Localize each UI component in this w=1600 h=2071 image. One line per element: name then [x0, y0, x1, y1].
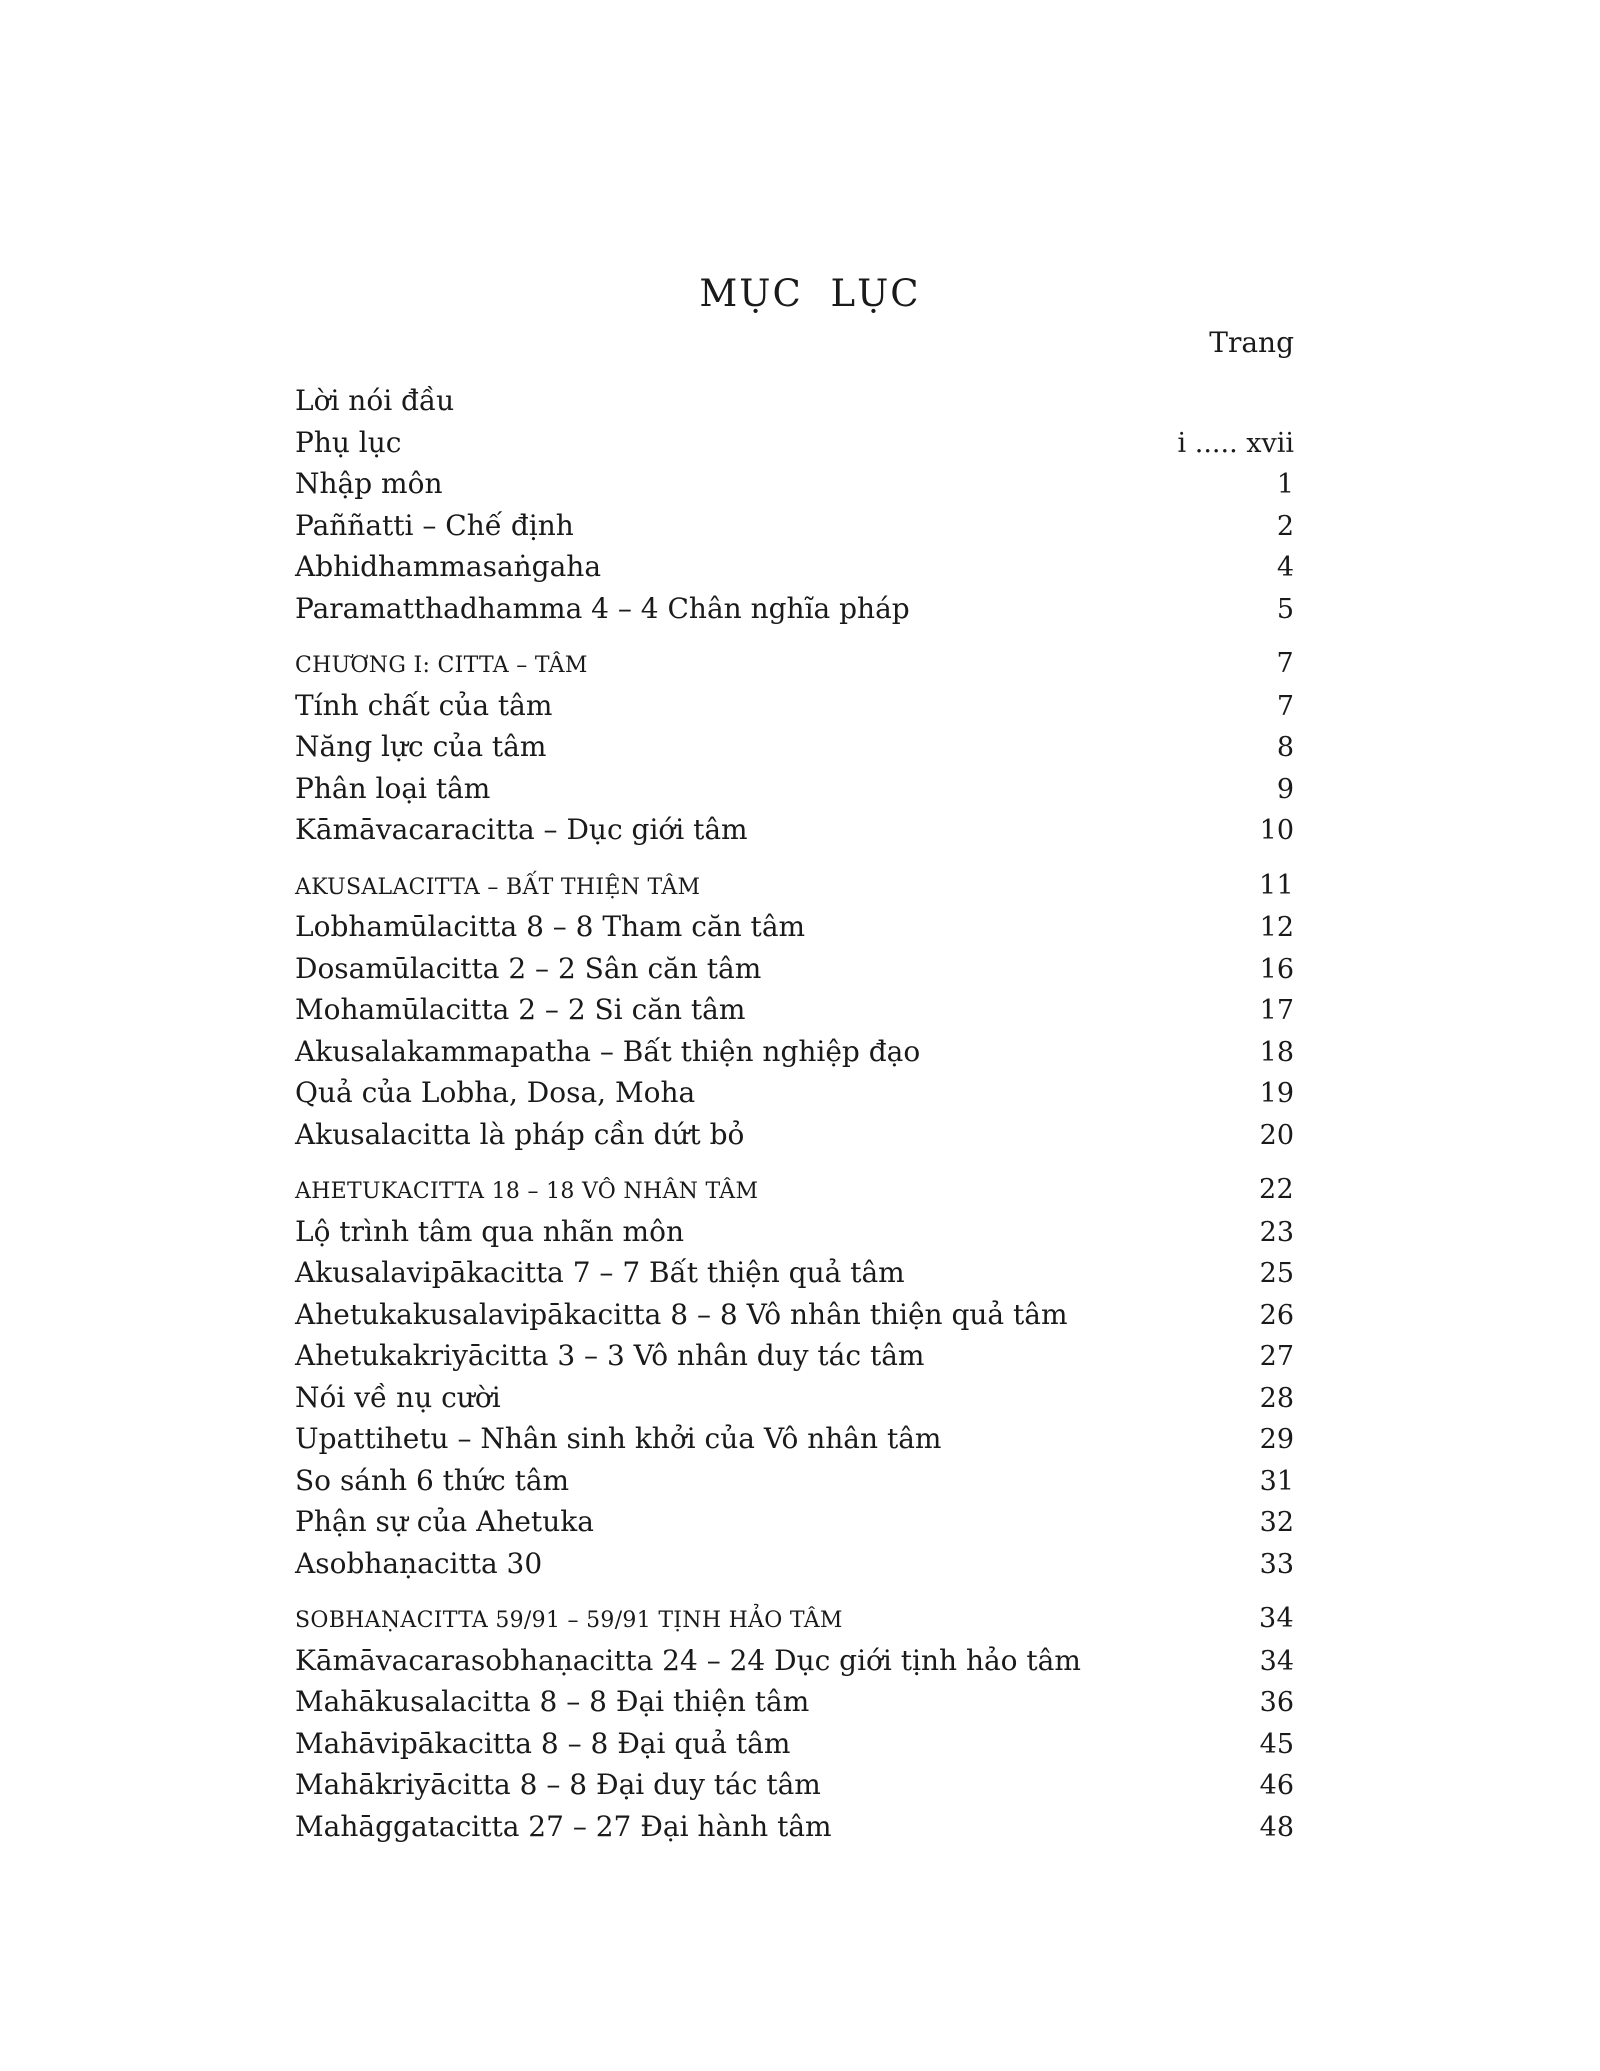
toc-chapter-heading [295, 643, 1294, 685]
toc-entry [295, 906, 1294, 948]
toc-entry-title: Akusalavipākacitta 7 – 7 Bất thiện quả tâm [295, 1256, 905, 1289]
toc-entry-page-number: 23 [1259, 1216, 1294, 1248]
toc-entry [295, 1723, 1294, 1765]
toc-entry [295, 463, 1294, 505]
toc-entry-title: Mahākriyācitta 8 – 8 Đại duy tác tâm [295, 1768, 821, 1801]
toc-entry-page-number: 45 [1259, 1728, 1294, 1760]
toc-entry [295, 1211, 1294, 1253]
toc-entry-title: Nhập môn [295, 467, 443, 500]
toc-entry-title: Lộ trình tâm qua nhãn môn [295, 1214, 684, 1248]
toc-entry-title: AKUSALACITTA – BẤT THIỆN TÂM [295, 874, 701, 900]
toc-entry-title: Phân loại tâm [295, 771, 491, 805]
toc-entry-page-number: i ..... xvii [1177, 427, 1294, 459]
toc-section [295, 1169, 1294, 1584]
toc-entry [295, 1640, 1294, 1682]
toc-entry-page-number: 25 [1259, 1258, 1294, 1289]
toc-entry [295, 588, 1294, 630]
toc-entry-page-number: 32 [1259, 1507, 1294, 1538]
toc-entry-page-number: 9 [1276, 773, 1294, 805]
toc-entry-title: Paññatti – Chế định [295, 508, 574, 542]
toc-chapter-heading [295, 1169, 1294, 1211]
toc-entry-page-number: 16 [1259, 953, 1294, 985]
toc-entry-title: Paramatthadhamma 4 – 4 Chân nghĩa pháp [295, 591, 910, 625]
toc-entry [295, 768, 1294, 810]
toc-entry-page-number: 48 [1259, 1811, 1294, 1843]
toc-entry-page-number: 34 [1259, 1603, 1294, 1634]
toc-entry-page-number: 46 [1259, 1770, 1294, 1801]
toc-entry-title: Akusalacitta là pháp cần dứt bỏ [295, 1117, 745, 1151]
toc-entry [295, 1252, 1294, 1294]
toc-entry-title: AHETUKACITTA 18 – 18 VÔ NHÂN TÂM [295, 1179, 759, 1204]
toc-entry-title: Nói về nụ cười [295, 1380, 501, 1414]
toc-entry-title: Năng lực của tâm [295, 730, 547, 763]
toc-entry [295, 1031, 1294, 1073]
toc-entry [295, 1806, 1294, 1848]
toc-entry-page-number: 1 [1276, 469, 1294, 500]
toc-entry-page-number: 5 [1276, 593, 1294, 625]
page-column-label: Trang [1209, 326, 1294, 359]
toc-section [295, 643, 1294, 851]
toc-entry-page-number: 7 [1276, 648, 1294, 679]
toc-entry-page-number: 36 [1259, 1687, 1294, 1718]
toc-entry-title: Asobhaṇacitta 30 [295, 1546, 543, 1580]
toc-entry-page-number: 34 [1259, 1645, 1294, 1677]
toc-entry-title: Akusalakammapatha – Bất thiện nghiệp đạo [295, 1034, 921, 1068]
toc-entry [295, 1543, 1294, 1585]
toc-entry [295, 1418, 1294, 1460]
toc-entry-page-number: 8 [1276, 732, 1294, 763]
toc-entry [295, 1764, 1294, 1806]
toc-entry-title: So sánh 6 thức tâm [295, 1463, 570, 1497]
toc-entry [295, 1335, 1294, 1377]
toc-entry [295, 505, 1294, 547]
toc-entry-title: Kāmāvacaracitta – Dục giới tâm [295, 813, 748, 846]
toc-entry [295, 380, 1294, 422]
toc-entry [295, 1377, 1294, 1419]
toc-entry-page-number: 19 [1259, 1078, 1294, 1109]
toc-section [295, 865, 1294, 1156]
toc-entry-title: Abhidhammasaṅgaha [295, 550, 602, 583]
toc-entry-title: Tính chất của tâm [295, 688, 553, 722]
toc-entry-page-number: 7 [1276, 690, 1294, 722]
toc-entry-page-number: 11 [1259, 869, 1294, 901]
toc-chapter-heading [295, 1598, 1294, 1640]
toc-entry-title: Phận sự của Ahetuka [295, 1505, 594, 1538]
toc-entry-page-number: 20 [1259, 1119, 1294, 1151]
toc-entry [295, 1294, 1294, 1336]
toc-entry-page-number: 10 [1259, 815, 1294, 846]
toc-entry [295, 726, 1294, 768]
toc-section [295, 1598, 1294, 1847]
toc-entry [295, 1501, 1294, 1543]
toc-entry-title: Ahetukakriyācitta 3 – 3 Vô nhân duy tác tâm [295, 1339, 925, 1372]
toc-section [295, 380, 1294, 629]
toc-entry-title: Phụ lục [295, 425, 402, 459]
toc-entry-title: Mahāggatacitta 27 – 27 Đại hành tâm [295, 1809, 832, 1843]
toc-entry-page-number: 22 [1259, 1174, 1294, 1205]
toc-entry [295, 809, 1294, 851]
toc-entry-page-number: 27 [1259, 1341, 1294, 1372]
toc-entry [295, 685, 1294, 727]
toc-entry-title: CHƯƠNG I: CITTA – TÂM [295, 653, 588, 678]
toc-entry [295, 1114, 1294, 1156]
toc-entry-page-number: 2 [1276, 510, 1294, 542]
toc-entry-title: Quả của Lobha, Dosa, Moha [295, 1076, 696, 1109]
toc-entry-page-number: 29 [1259, 1424, 1294, 1455]
toc-entry [295, 1072, 1294, 1114]
toc-entry-page-number: 18 [1259, 1036, 1294, 1068]
toc-entry [295, 1681, 1294, 1723]
toc-entry-page-number: 26 [1259, 1299, 1294, 1331]
toc-entry [295, 1460, 1294, 1502]
toc-entry-title: Mohamūlacitta 2 – 2 Si căn tâm [295, 993, 746, 1026]
toc-entry-title: Mahāvipākacitta 8 – 8 Đại quả tâm [295, 1726, 791, 1760]
toc-entry-title: Lobhamūlacitta 8 – 8 Tham căn tâm [295, 910, 806, 943]
toc-entry-page-number: 17 [1259, 995, 1294, 1026]
toc-entry-title: Upattihetu – Nhân sinh khởi của Vô nhân tâm [295, 1422, 942, 1455]
toc-entry [295, 989, 1294, 1031]
page-title: MỤC LỤC [699, 272, 921, 315]
toc-entry-page-number: 33 [1259, 1548, 1294, 1580]
toc-entry-page-number: 31 [1259, 1465, 1294, 1497]
toc-entry [295, 422, 1294, 464]
toc-entry-title: Mahākusalacitta 8 – 8 Đại thiện tâm [295, 1685, 810, 1718]
toc-entry-title: Lời nói đầu [295, 384, 455, 417]
toc-entry-title: Ahetukakusalavipākacitta 8 – 8 Vô nhân thiện quả tâm [295, 1297, 1068, 1331]
toc-entry-page-number: 28 [1259, 1382, 1294, 1414]
toc-entry-title: SOBHAṆACITTA 59/91 – 59/91 TỊNH HẢO TÂM [295, 1608, 843, 1633]
toc-entry [295, 948, 1294, 990]
toc-entry-page-number: 12 [1259, 912, 1294, 943]
toc-entry-title: Dosamūlacitta 2 – 2 Sân căn tâm [295, 951, 762, 985]
toc-entry-title: Kāmāvacarasobhaṇacitta 24 – 24 Dục giới tịnh hảo tâm [295, 1643, 1081, 1677]
toc-chapter-heading [295, 865, 1294, 907]
toc-entry [295, 546, 1294, 588]
toc-entry-page-number: 4 [1276, 552, 1294, 583]
table-of-contents [295, 380, 1294, 1861]
